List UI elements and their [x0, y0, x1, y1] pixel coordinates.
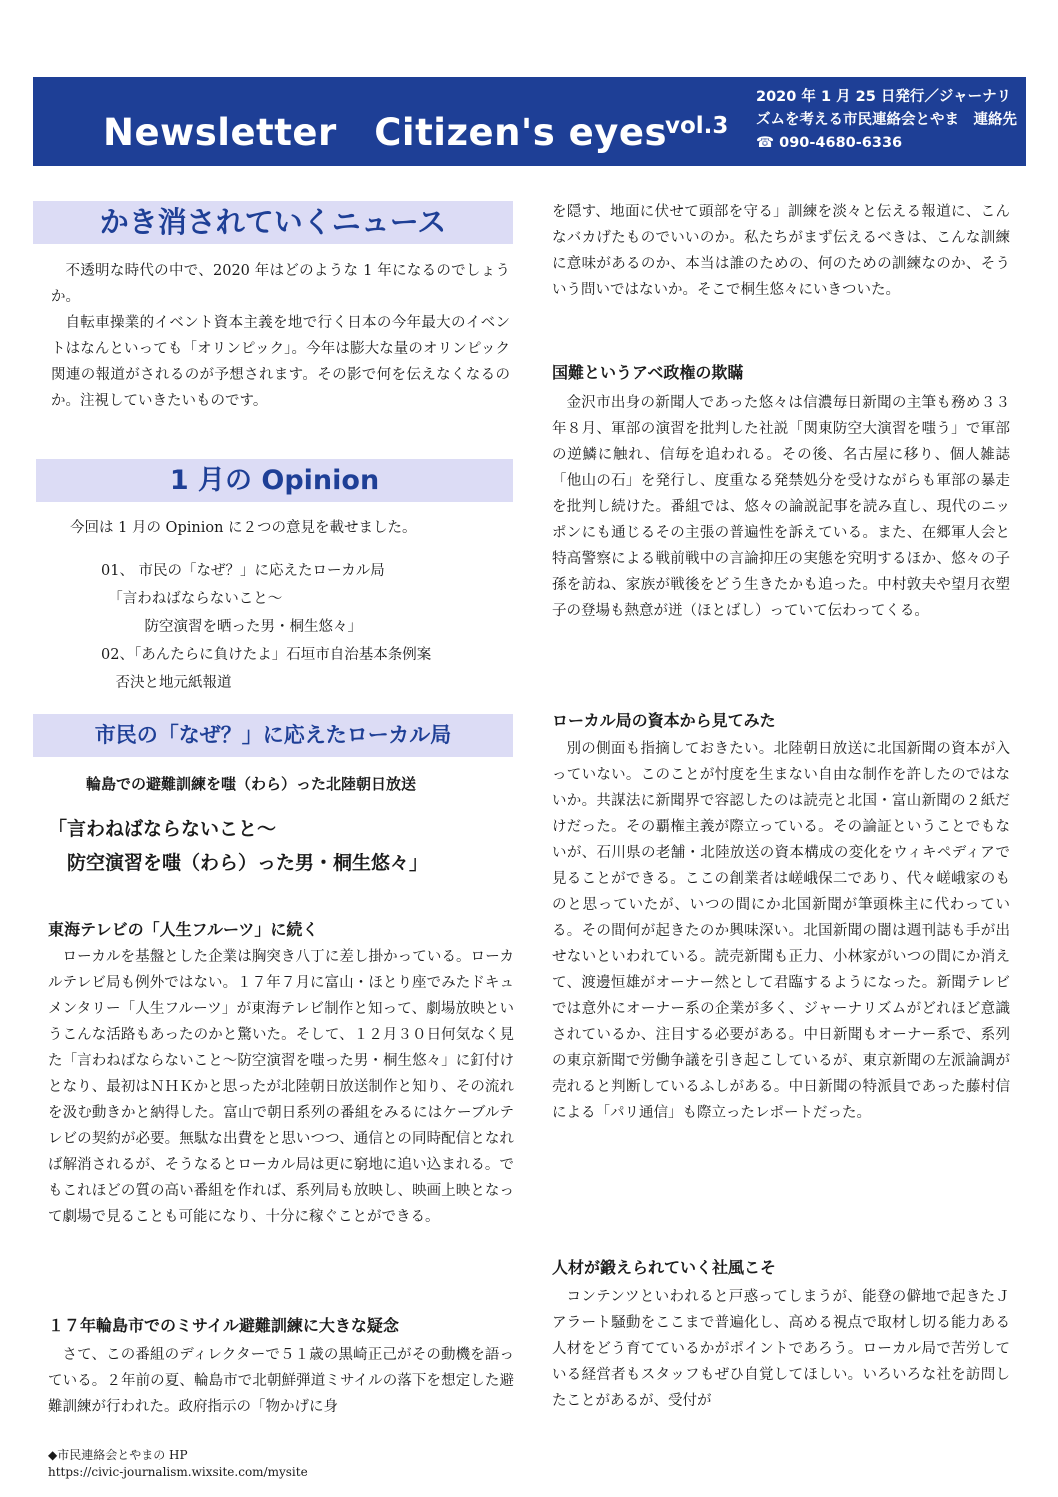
toc-line: 防空演習を晒った男・桐生悠々」: [101, 619, 362, 635]
table-of-contents: [101, 557, 431, 697]
toc-line: 01、 市民の「なぜ？」に応えたローカル局: [101, 563, 385, 579]
toc-line: 否決と地元紙報道: [101, 675, 232, 691]
heading-national-crisis: 国難というアベ政権の欺瞞: [552, 363, 744, 382]
body-text: コンテンツといわれると戸惑ってしまうが、能登の僻地で起きたＪアラート騒動をここまで普遍化し、高める視点で取材し切る能力ある人材をどう育てているかがポイントであろう。ローカル局で苦労している経営者もスタッフもぜひ自覚してほしい。いろいろな社を訪問したことがあるが、受付が: [552, 1289, 1010, 1409]
section-heading-opinion: 1 月の Opinion: [36, 459, 513, 502]
heading-missile-drill: １７年輪島市でのミサイル避難訓練に大きな疑念: [48, 1316, 399, 1335]
newsletter-title: Newsletter Citizen's eyes: [103, 111, 667, 154]
program-title-line: 防空演習を嗤（わら）った男・桐生悠々」: [48, 852, 429, 874]
masthead: [33, 77, 1026, 166]
toc-line: 「言わねばならないこと～: [101, 591, 283, 607]
body-text: を隠す、地面に伏せて頭部を守る」訓練を淡々と伝える報道に、こんなバカげたものでいいのか。私たちがまず伝えるべきは、こんな訓練に意味があるのか、本当は誰のための、何のための訓練なのか、そういう問いではないか。そこで桐生悠々にいきついた。: [552, 204, 1010, 298]
publication-info: 2020 年 1 月 25 日発行／ジャーナリズムを考える市民連絡会とやま 連絡先☎ 090-4680-6336: [756, 89, 1017, 151]
program-title-line: 「言わねばならないこと～: [48, 818, 277, 840]
article-subheading: 輪島での避難訓練を嗤（わら）った北陸朝日放送: [86, 775, 417, 793]
paragraph-right-top: [552, 199, 1010, 303]
heading-tokai-tv: 東海テレビの「人生フルーツ」に続く: [48, 920, 319, 939]
body-text: さて、この番組のディレクターで５１歳の黒崎正己がその動機を語っている。２年前の夏、輪島市で北朝鮮弾道ミサイルの落下を想定した避難訓練が行われた。政府指示の「物かげに身: [48, 1347, 514, 1415]
intro-paragraph-2: 自転車操業的イベント資本主義を地で行く日本の今年最大のイベントはなんといっても「オリンピック」。今年は膨大な量のオリンピック関連の報道がされるのが予想されます。その影で何を伝えなくなるのか。注視していきたいものです。: [51, 315, 510, 409]
body-text: ローカルを基盤とした企業は胸突き八丁に差し掛かっている。ローカルテレビ局も例外ではない。１７年７月に富山・ほとり座でみたドキュメンタリー「人生フルーツ」が東海テレビ制作と知って、劇場放映というこんな活路もあったのかと驚いた。そして、１２月３０日何気なく見た「言わねばならないこと～防空演習を嗤った男・桐生悠々」に釘付けとなり、最初はＮＨＫかと思ったが北陸朝日放送制作と知り、その流れを汲む動きかと納得した。富山で朝日系列の番組をみるにはケーブルテレビの契約が必要。無駄な出費をと思いつつ、通信との同時配信となれば解消されるが、そうなるとローカル局は更に窮地に追い込まれる。でもこれほどの質の高い番組を作れば、系列局も放映し、映画上映となって劇場で見ることも可能になり、十分に稼ぐことができる。: [48, 949, 514, 1225]
paragraph-capital: [552, 736, 1010, 1126]
section-heading-news: かき消されていくニュース: [33, 201, 513, 244]
heading-people: 人材が鍛えられていく社風こそ: [552, 1258, 777, 1277]
paragraph-people: [552, 1284, 1010, 1414]
footer-url-link[interactable]: https://civic-journalism.wixsite.com/mysite: [48, 1465, 308, 1479]
paragraph-missile-drill: [48, 1342, 514, 1420]
program-title: [48, 812, 428, 880]
paragraph-national-crisis: [552, 390, 1010, 624]
section-heading-local-station: 市民の「なぜ？」に応えたローカル局: [33, 714, 513, 757]
volume-number: vol.3: [665, 113, 729, 139]
toc-line: 02、「あんたらに負けたよ」石垣市自治基本条例案: [101, 647, 432, 663]
body-text: 別の側面も指摘しておきたい。北陸朝日放送に北国新聞の資本が入っていない。このことが忖度を生まない自由な制作を許したのではないか。共謀法に新聞界で容認したのは読売と北国・富山新聞の２紙だけだった。その覇権主義が際立っている。その論証ということでもないが、石川県の老舗・北陸放送の資本構成の変化をウィキペディアで見ることができる。ここの創業者は嵯峨保二であり、代々嵯峨家のものと思っていたが、いつの間にか北国新聞が筆頭株主に代わっている。その間何が起きたのか興味深い。北国新聞の闇は週刊誌も手が出せないといわれている。読売新聞も正力、小林家がいつの間にか消えて、渡邊恒雄がオーナー然として君臨するようになった。新聞テレビでは意外にオーナー系の企業が多く、ジャーナリズムがどれほど意識されているか、注目する必要がある。中日新聞もオーナー系で、系列の東京新聞で労働争議を引き起こしているが、東京新聞の左派論調が売れると判断しているふしがある。中日新聞の特派員であった藤村信による「パリ通信」も際立ったレポートだった。: [552, 741, 1010, 1121]
footer: [48, 1447, 308, 1481]
footer-homepage-label: ◆市民連絡会とやまの HP: [48, 1448, 188, 1462]
paragraph-tokai-tv: [48, 944, 514, 1230]
opinion-lead: 今回は 1 月の Opinion に２つの意見を載せました。: [70, 520, 417, 536]
heading-capital: ローカル局の資本から見てみた: [552, 711, 776, 730]
intro-paragraph-1: 不透明な時代の中で、2020 年はどのような 1 年になるのでしょうか。: [51, 263, 510, 305]
intro-text: [51, 258, 510, 414]
body-text: 金沢市出身の新聞人であった悠々は信濃毎日新聞の主筆も務め３３年８月、軍部の演習を批判した社説「関東防空大演習を嗤う」で軍部の逆鱗に触れ、信毎を追われる。その後、名古屋に移り、個人雑誌「他山の石」を発行し、度重なる発禁処分を受けながらも軍部の暴走を批判し続けた。番組では、悠々の論説記事を読み直し、現代のニッポンにも通じるその主張の普遍性を訴えている。また、在郷軍人会と特高警察による戦前戦中の言論抑圧の実態を究明するほか、悠々の子孫を訪ね、家族が戦後をどう生きたかも追った。中村敦夫や望月衣塑子の登場も熱意が迸（ほとばし）っていて伝わってくる。: [552, 395, 1010, 619]
